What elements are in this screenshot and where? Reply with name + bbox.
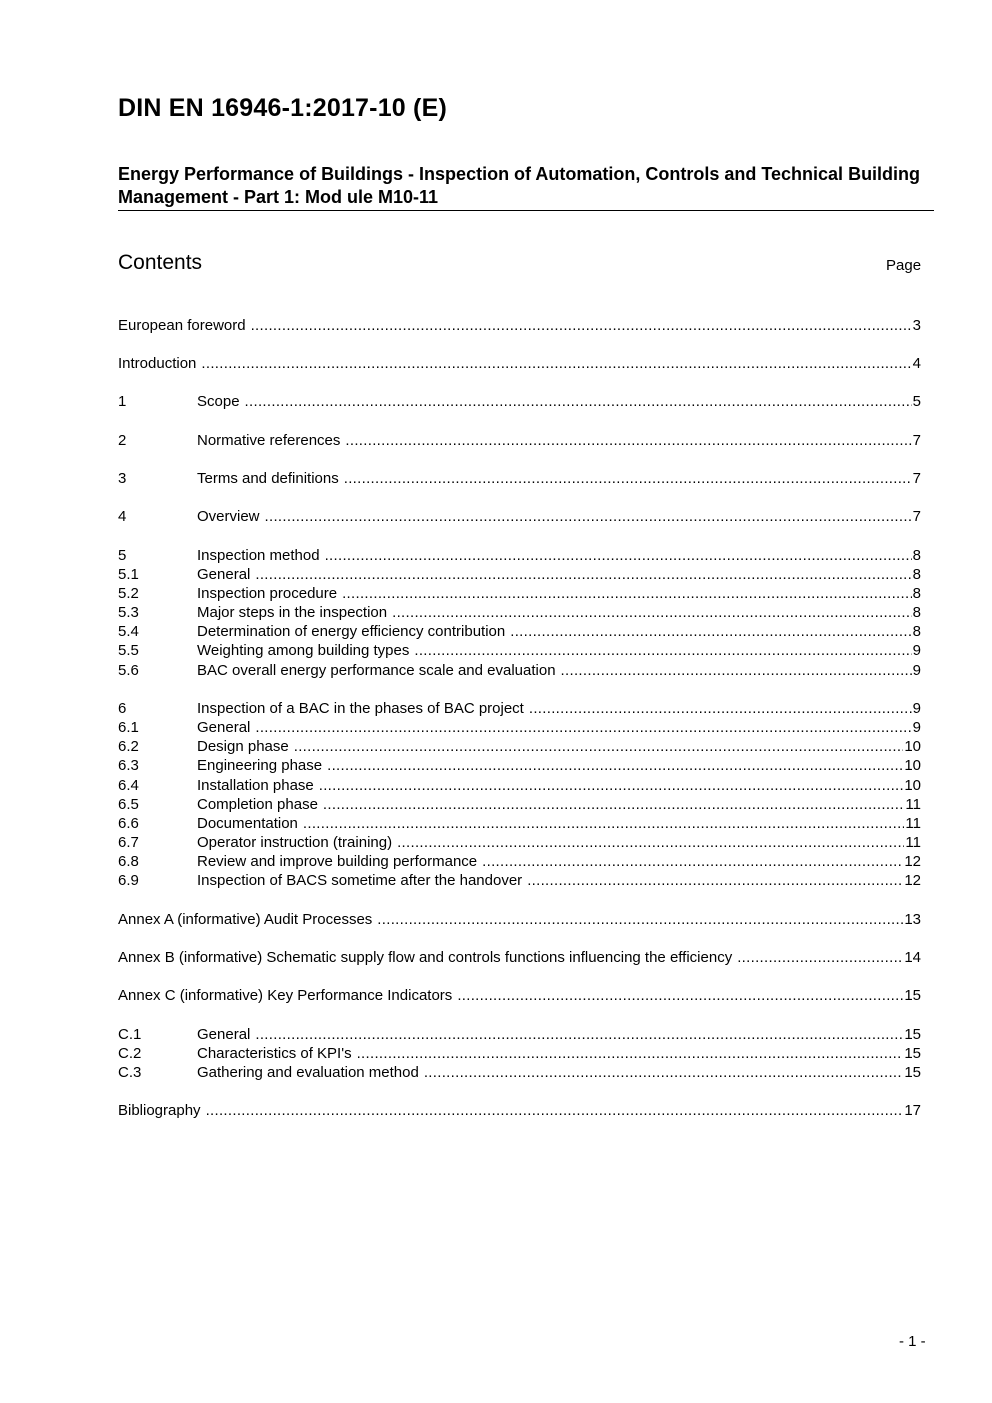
toc-entry-number: 3	[118, 470, 127, 487]
toc-leader	[201, 354, 911, 373]
document-title: Energy Performance of Buildings - Inspection of Automation, Controls and Technical Building Management - Part 1: Mod ule M10-11	[118, 164, 921, 207]
toc-entry-title: Weighting among building types	[197, 642, 410, 659]
toc-entry-title: European foreword	[118, 317, 246, 334]
toc-entry-page: 11	[905, 796, 921, 813]
toc-entry[interactable]	[118, 699, 921, 718]
toc-entry-title: Inspection of BACS sometime after the handover	[197, 872, 523, 889]
toc-entry[interactable]	[118, 852, 921, 871]
toc-entry-number: 6.4	[118, 777, 139, 794]
toc-leader	[392, 603, 912, 622]
toc-leader	[327, 756, 903, 775]
toc-entry-number: 6.8	[118, 853, 139, 870]
toc-entry[interactable]	[118, 392, 921, 411]
toc-leader	[303, 814, 905, 833]
toc-leader	[527, 871, 903, 890]
toc-entry-page: 7	[912, 508, 921, 525]
toc-entry-title: Normative references	[197, 432, 341, 449]
toc-leader	[323, 795, 905, 814]
toc-entry-number: 5.4	[118, 623, 139, 640]
toc-leader	[510, 622, 911, 641]
toc-entry[interactable]	[118, 469, 921, 488]
toc-entry[interactable]	[118, 546, 921, 565]
toc-entry[interactable]	[118, 431, 921, 450]
toc-entry-title: BAC overall energy performance scale and evaluation	[197, 662, 556, 679]
toc-entry[interactable]	[118, 737, 921, 756]
toc-leader	[265, 507, 912, 526]
toc-entry[interactable]	[118, 565, 921, 584]
toc-entry-page: 11	[905, 834, 921, 851]
toc-entry-number: 1	[118, 393, 127, 410]
toc-entry-number: 5.1	[118, 566, 139, 583]
toc-entry-number: 6.7	[118, 834, 139, 851]
toc-entry[interactable]	[118, 1044, 921, 1063]
toc-entry-number: 2	[118, 432, 127, 449]
toc-entry-title: Scope	[197, 393, 240, 410]
toc-entry-page: 9	[912, 700, 921, 717]
toc-entry-title: Overview	[197, 508, 260, 525]
toc-entry[interactable]	[118, 1025, 921, 1044]
toc-entry-title: Review and improve building performance	[197, 853, 478, 870]
toc-leader	[206, 1101, 904, 1120]
toc-entry-page: 15	[904, 1026, 921, 1043]
toc-entry-title: Operator instruction (training)	[197, 834, 393, 851]
toc-leader	[245, 392, 912, 411]
toc-entry-page: 3	[912, 317, 921, 334]
toc-entry-page: 14	[904, 949, 921, 966]
toc-leader	[529, 699, 912, 718]
toc-entry-title: Documentation	[197, 815, 298, 832]
toc-entry[interactable]	[118, 316, 921, 335]
toc-entry-page: 11	[905, 815, 921, 832]
toc-entry-page: 5	[912, 393, 921, 410]
toc-entry[interactable]	[118, 1063, 921, 1082]
toc-entry-number: 6	[118, 700, 127, 717]
toc-entry-number: 6.9	[118, 872, 139, 889]
toc-entry-number: 6.1	[118, 719, 139, 736]
toc-entry-number: C.1	[118, 1026, 142, 1043]
toc-entry-page: 8	[912, 585, 921, 602]
toc-entry-title: Gathering and evaluation method	[197, 1064, 419, 1081]
toc-entry-title: Annex B (informative) Schematic supply flow and controls functions influencing the efficiency	[118, 949, 733, 966]
toc-entry[interactable]	[118, 910, 921, 929]
toc-entry-page: 10	[904, 738, 921, 755]
toc-entry-page: 15	[904, 1045, 921, 1062]
toc-entry[interactable]	[118, 641, 921, 660]
toc-entry-page: 4	[912, 355, 921, 372]
toc-leader	[414, 641, 911, 660]
toc-leader	[344, 469, 912, 488]
toc-entry-title: Design phase	[197, 738, 289, 755]
toc-entry[interactable]	[118, 584, 921, 603]
toc-entry-number: C.3	[118, 1064, 142, 1081]
toc-entry-number: 5.2	[118, 585, 139, 602]
toc-entry-page: 10	[904, 757, 921, 774]
toc-entry[interactable]	[118, 833, 921, 852]
toc-leader	[255, 565, 911, 584]
toc-entry-title: Terms and definitions	[197, 470, 339, 487]
toc-entry-page: 7	[912, 470, 921, 487]
document-id: DIN EN 16946-1:2017-10 (E)	[118, 94, 447, 122]
toc-entry-page: 8	[912, 623, 921, 640]
toc-leader	[377, 910, 903, 929]
toc-entry-page: 13	[904, 911, 921, 928]
toc-entry-page: 7	[912, 432, 921, 449]
toc-leader	[255, 1025, 903, 1044]
toc-leader	[294, 737, 904, 756]
toc-entry-page: 8	[912, 566, 921, 583]
toc-leader	[325, 546, 912, 565]
toc-leader	[342, 584, 912, 603]
toc-entry-number: 5.5	[118, 642, 139, 659]
toc-entry-number: 5	[118, 547, 127, 564]
toc-entry-page: 17	[904, 1102, 921, 1119]
toc-entry[interactable]	[118, 986, 921, 1005]
toc-entry[interactable]	[118, 622, 921, 641]
toc-entry-title: General	[197, 1026, 251, 1043]
toc-leader	[561, 661, 912, 680]
toc-entry-title: Inspection procedure	[197, 585, 338, 602]
toc-entry[interactable]	[118, 603, 921, 622]
toc-entry-page: 9	[912, 662, 921, 679]
toc-entry-title: Characteristics of KPI's	[197, 1045, 352, 1062]
toc-leader	[482, 852, 903, 871]
footer-page-number: - 1 -	[899, 1333, 926, 1350]
toc-leader	[251, 316, 912, 335]
toc-entry[interactable]	[118, 948, 921, 967]
toc-entry-page: 8	[912, 604, 921, 621]
toc-entry-title: Inspection of a BAC in the phases of BAC project	[197, 700, 524, 717]
toc-entry-page: 8	[912, 547, 921, 564]
toc-entry-title: Introduction	[118, 355, 197, 372]
toc-entry-page: 15	[904, 987, 921, 1004]
toc-leader	[737, 948, 903, 967]
toc-entry-page: 9	[912, 642, 921, 659]
toc-leader	[357, 1044, 904, 1063]
contents-heading: Contents	[118, 251, 203, 274]
toc-entry-title: General	[197, 719, 251, 736]
title-rule	[118, 210, 934, 211]
toc-entry-title: Determination of energy efficiency contribution	[197, 623, 506, 640]
toc-entry-number: C.2	[118, 1045, 142, 1062]
toc-leader	[424, 1063, 903, 1082]
toc-leader	[255, 718, 911, 737]
toc-entry-page: 10	[904, 777, 921, 794]
toc-entry[interactable]	[118, 507, 921, 526]
toc-entry[interactable]	[118, 1101, 921, 1120]
toc-entry-page: 15	[904, 1064, 921, 1081]
toc-entry[interactable]	[118, 354, 921, 373]
toc-entry-page: 12	[904, 872, 921, 889]
toc-entry-number: 6.2	[118, 738, 139, 755]
toc-entry-number: 6.6	[118, 815, 139, 832]
toc-entry-number: 4	[118, 508, 127, 525]
toc-entry-title: Major steps in the inspection	[197, 604, 388, 621]
toc-entry[interactable]	[118, 718, 921, 737]
toc-entry[interactable]	[118, 871, 921, 890]
toc-entry[interactable]	[118, 814, 921, 833]
toc-entry-number: 6.5	[118, 796, 139, 813]
toc-entry-title: Completion phase	[197, 796, 318, 813]
toc-leader	[345, 431, 911, 450]
toc-entry-title: Annex A (informative) Audit Processes	[118, 911, 373, 928]
toc-entry-page: 9	[912, 719, 921, 736]
toc-entry[interactable]	[118, 756, 921, 775]
toc-entry-title: Bibliography	[118, 1102, 201, 1119]
toc-entry-page: 12	[904, 853, 921, 870]
page-column-heading: Page	[886, 257, 922, 274]
toc-entry-number: 6.3	[118, 757, 139, 774]
toc-leader	[319, 776, 904, 795]
toc-entry-title: Annex C (informative) Key Performance Indicators	[118, 987, 453, 1004]
toc-entry-number: 5.6	[118, 662, 139, 679]
toc-entry-number: 5.3	[118, 604, 139, 621]
toc-entry-title: Inspection method	[197, 547, 320, 564]
toc-entry-title: Engineering phase	[197, 757, 323, 774]
toc-leader	[457, 986, 903, 1005]
toc-entry[interactable]	[118, 776, 921, 795]
toc-entry[interactable]	[118, 661, 921, 680]
toc-entry-title: General	[197, 566, 251, 583]
toc-entry[interactable]	[118, 795, 921, 814]
toc-leader	[397, 833, 904, 852]
toc-entry-title: Installation phase	[197, 777, 314, 794]
